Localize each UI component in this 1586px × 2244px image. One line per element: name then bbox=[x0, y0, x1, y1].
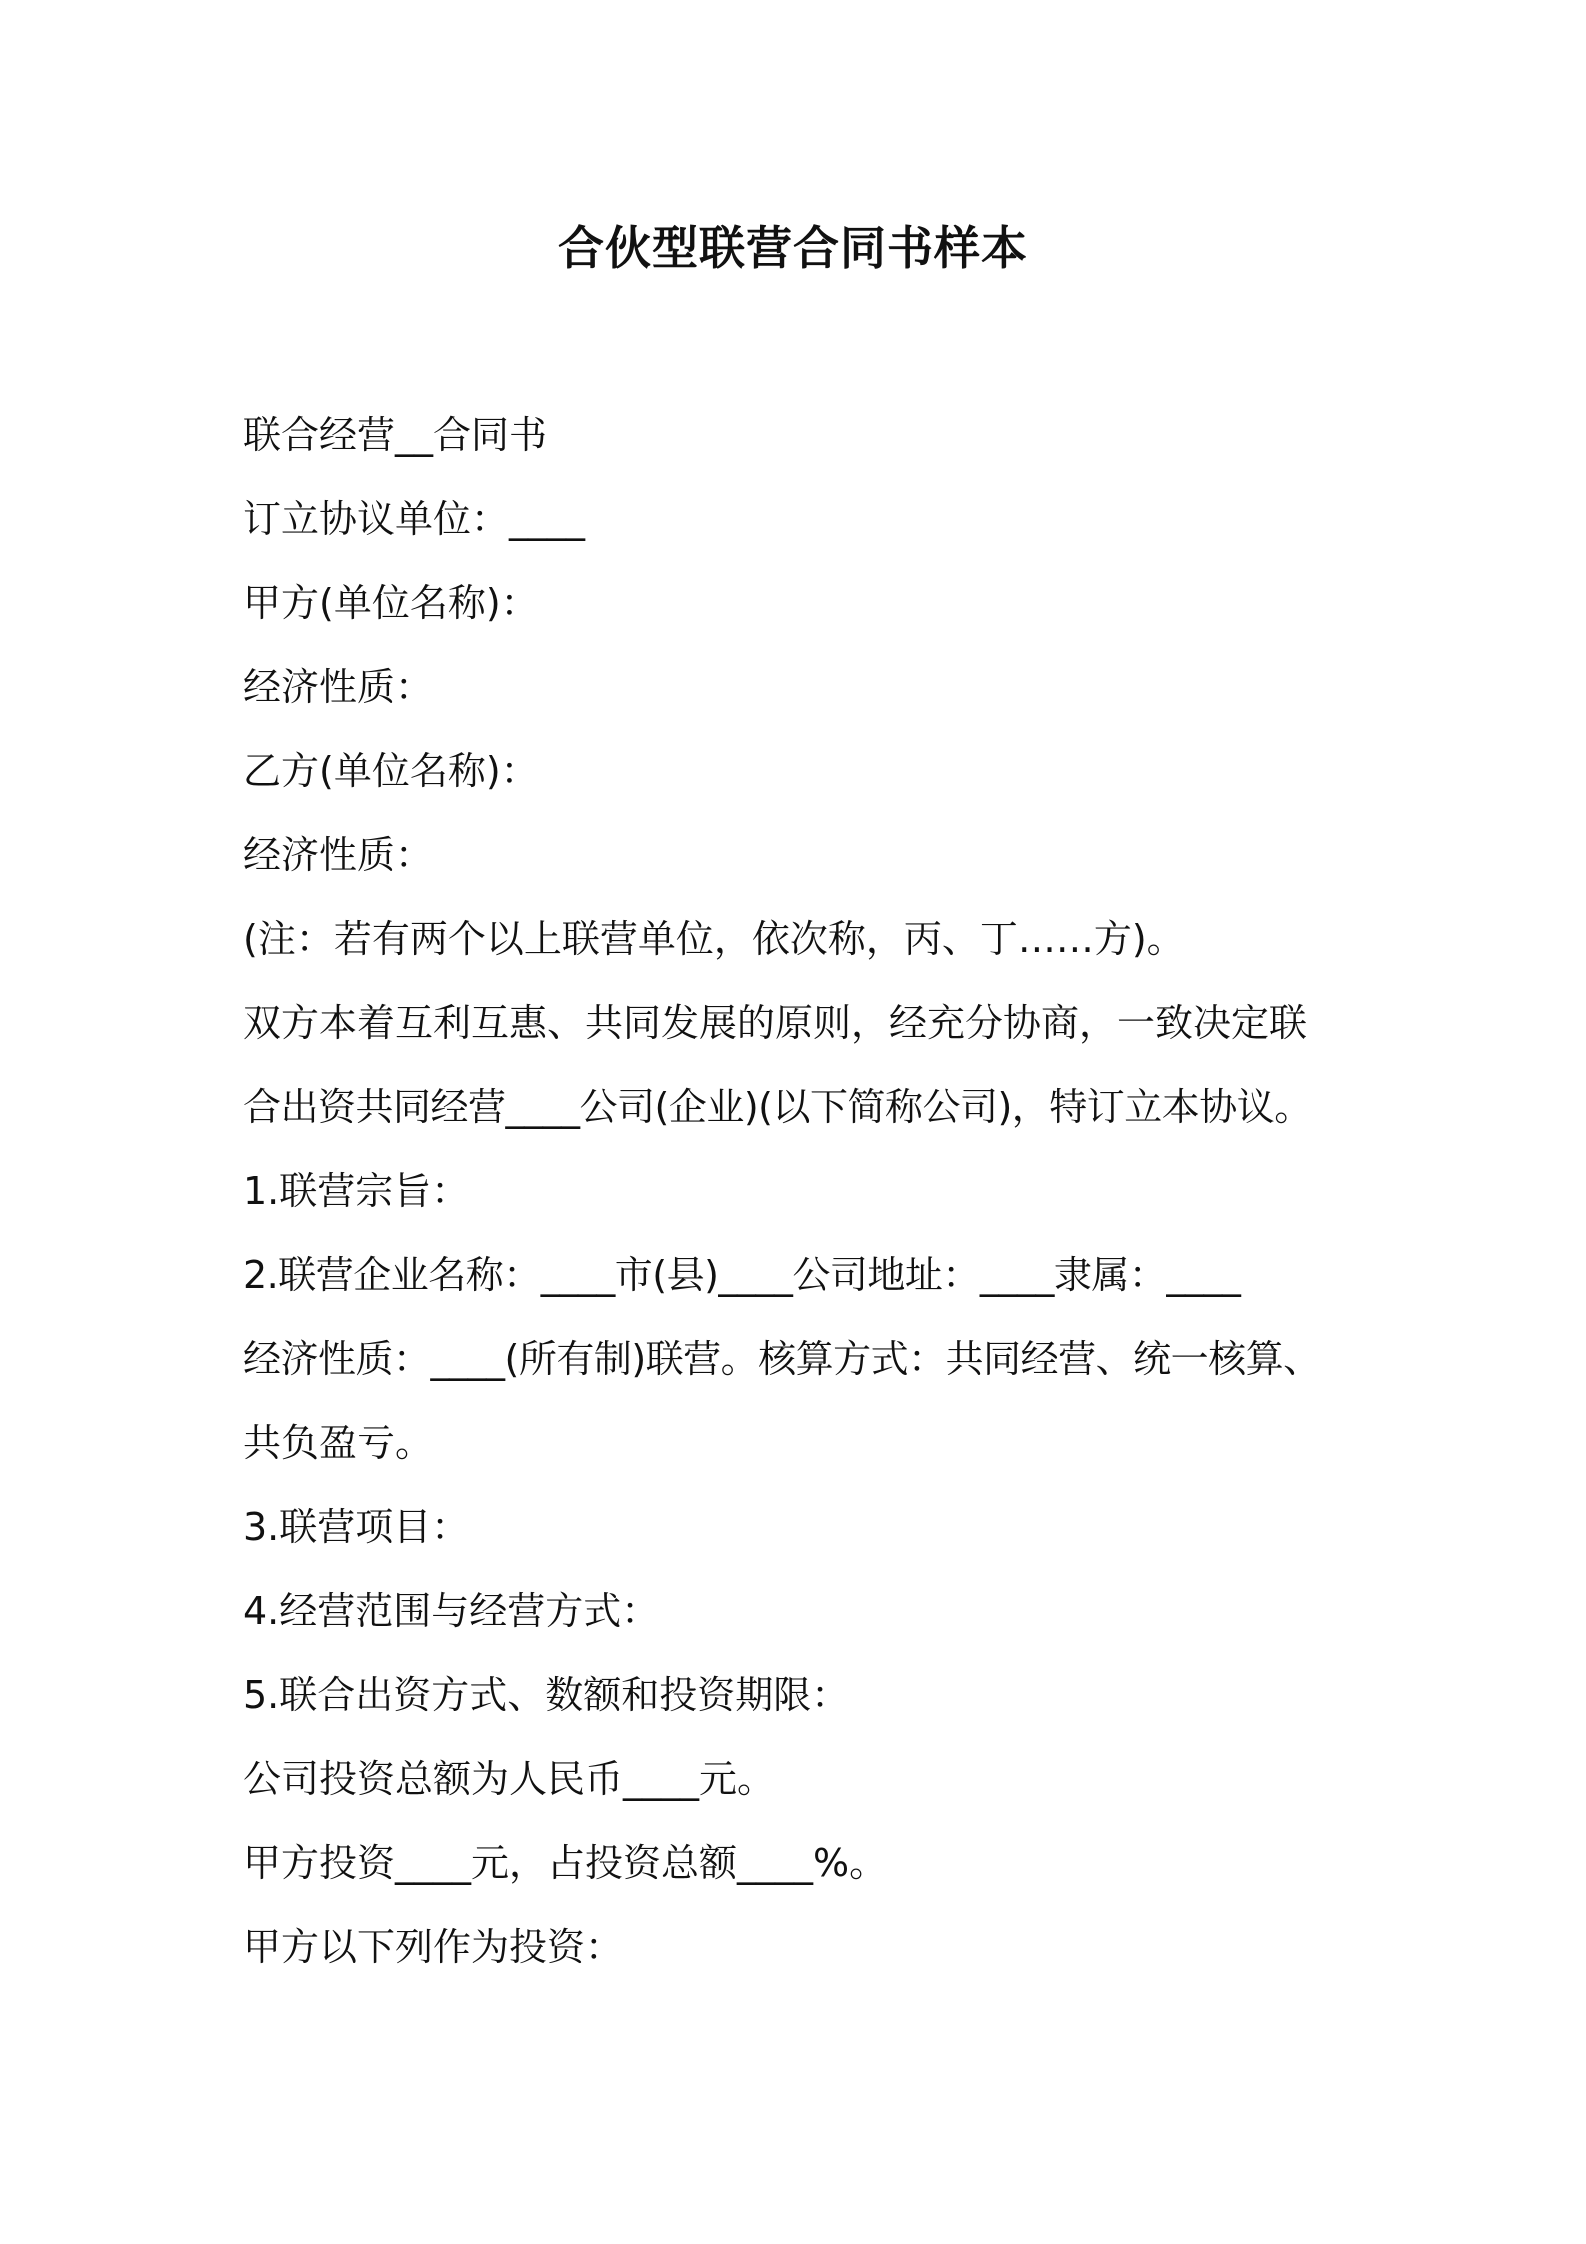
body-line-clause-1: 1.联营宗旨： bbox=[243, 1169, 470, 1213]
body-line-note: (注：若有两个以上联营单位，依次称，丙、丁……方)。 bbox=[243, 917, 1185, 961]
document-title: 合伙型联营合同书样本 bbox=[558, 221, 1028, 275]
body-line-preamble-2: 合出资共同经营____公司(企业)(以下简称公司)，特订立本协议。 bbox=[243, 1085, 1312, 1129]
body-line-party-b-nature: 经济性质： bbox=[243, 833, 434, 877]
body-line-party-a-nature: 经济性质： bbox=[243, 665, 434, 709]
body-line-party-a-investment: 甲方投资____元，占投资总额____%。 bbox=[243, 1841, 888, 1885]
document-body bbox=[243, 410, 1403, 2006]
body-line-clause-4: 4.经营范围与经营方式： bbox=[243, 1589, 660, 1633]
body-line-clause-2: 2.联营企业名称：____市(县)____公司地址：____隶属：____ bbox=[243, 1253, 1241, 1297]
body-line-preamble-1: 双方本着互利互惠、共同发展的原则，经充分协商，一致决定联 bbox=[243, 1001, 1308, 1045]
body-line-clause-5: 5.联合出资方式、数额和投资期限： bbox=[243, 1673, 850, 1717]
body-line-clause-3: 3.联营项目： bbox=[243, 1505, 470, 1549]
body-line-party-a-items: 甲方以下列作为投资： bbox=[243, 1925, 624, 1969]
body-line-clause-2-end: 共负盈亏。 bbox=[243, 1421, 434, 1465]
body-line-signing-units: 订立协议单位：____ bbox=[243, 497, 586, 541]
body-line-contract-name: 联合经营__合同书 bbox=[243, 413, 548, 457]
body-line-party-a-name: 甲方(单位名称)： bbox=[243, 581, 539, 625]
body-line-total-investment: 公司投资总额为人民币____元。 bbox=[243, 1757, 776, 1801]
body-line-clause-2-cont: 经济性质：____(所有制)联营。核算方式：共同经营、统一核算、 bbox=[243, 1337, 1321, 1381]
body-line-party-b-name: 乙方(单位名称)： bbox=[243, 749, 539, 793]
